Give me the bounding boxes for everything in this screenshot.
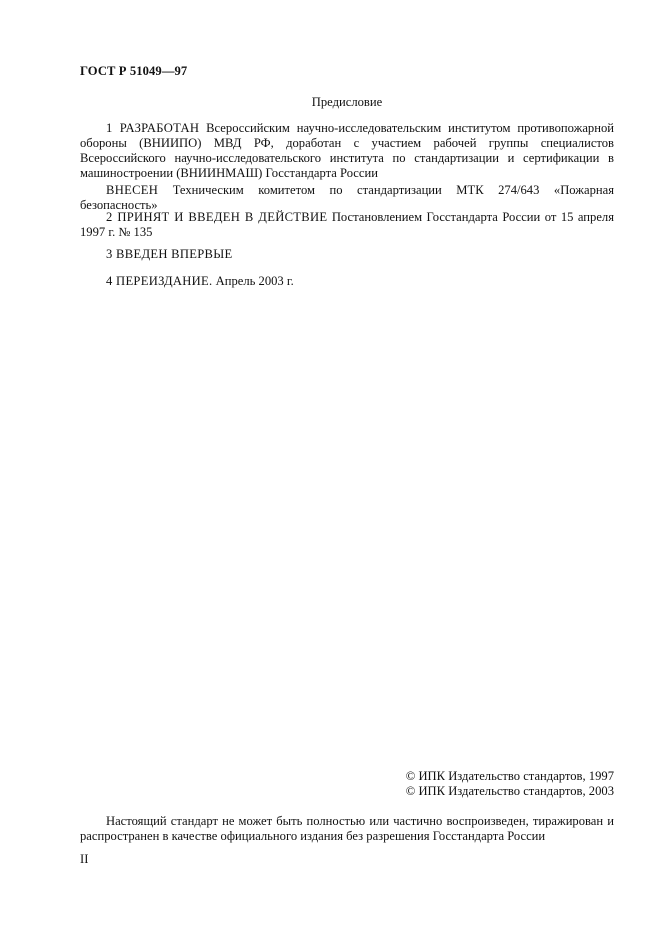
item-lead: 2 ПРИНЯТ И ВВЕДЕН В ДЕЙСТВИЕ [106,210,328,224]
item-lead: ВНЕСЕН [106,183,159,197]
copyright-block [406,769,614,799]
item-lead: 4 ПЕРЕИЗДАНИЕ. [106,274,213,288]
foreword-item-reissue [80,274,614,289]
item-text: Апрель 2003 г. [212,274,294,288]
item-lead: 1 РАЗРАБОТАН [106,121,200,135]
item-text: Постановлением Госстандарта России от 15 апреля 1997 г. № 135 [80,210,615,239]
item-lead: 3 ВВЕДЕН ВПЕРВЫЕ [106,247,233,261]
standard-code: ГОСТ Р 51049—97 [80,64,188,78]
foreword-item-adopted [80,210,614,240]
copyright-line-1997: © ИПК Издательство стандартов, 1997 [405,769,614,783]
copyright-line-2003: © ИПК Издательство стандартов, 2003 [405,784,614,798]
foreword-item-introduced [80,183,614,213]
item-text: Техническим комитетом по стандартизации МТК 274/643 «Пожарная безопасность» [80,183,614,212]
reproduction-notice: Настоящий стандарт не может быть полностью или частично воспроизведен, тиражирован и распространен в качестве официального издания без разрешения Госстандарта России [80,814,614,843]
foreword-title: Предисловие [311,95,383,109]
page-number: II [80,852,89,866]
foreword-item-developed [80,121,614,181]
foreword-item-first-introduced [80,247,614,262]
item-text: Всероссийским научно-исследовательским институтом противопожарной обороны (ВНИИПО) МВД РФ, доработан с участием рабочей группы специалистов Всероссийского научно-исследовательского института по стандартизации и сертификации в машиностроении (ВНИИНМАШ) Госстандарта России [80,121,614,180]
